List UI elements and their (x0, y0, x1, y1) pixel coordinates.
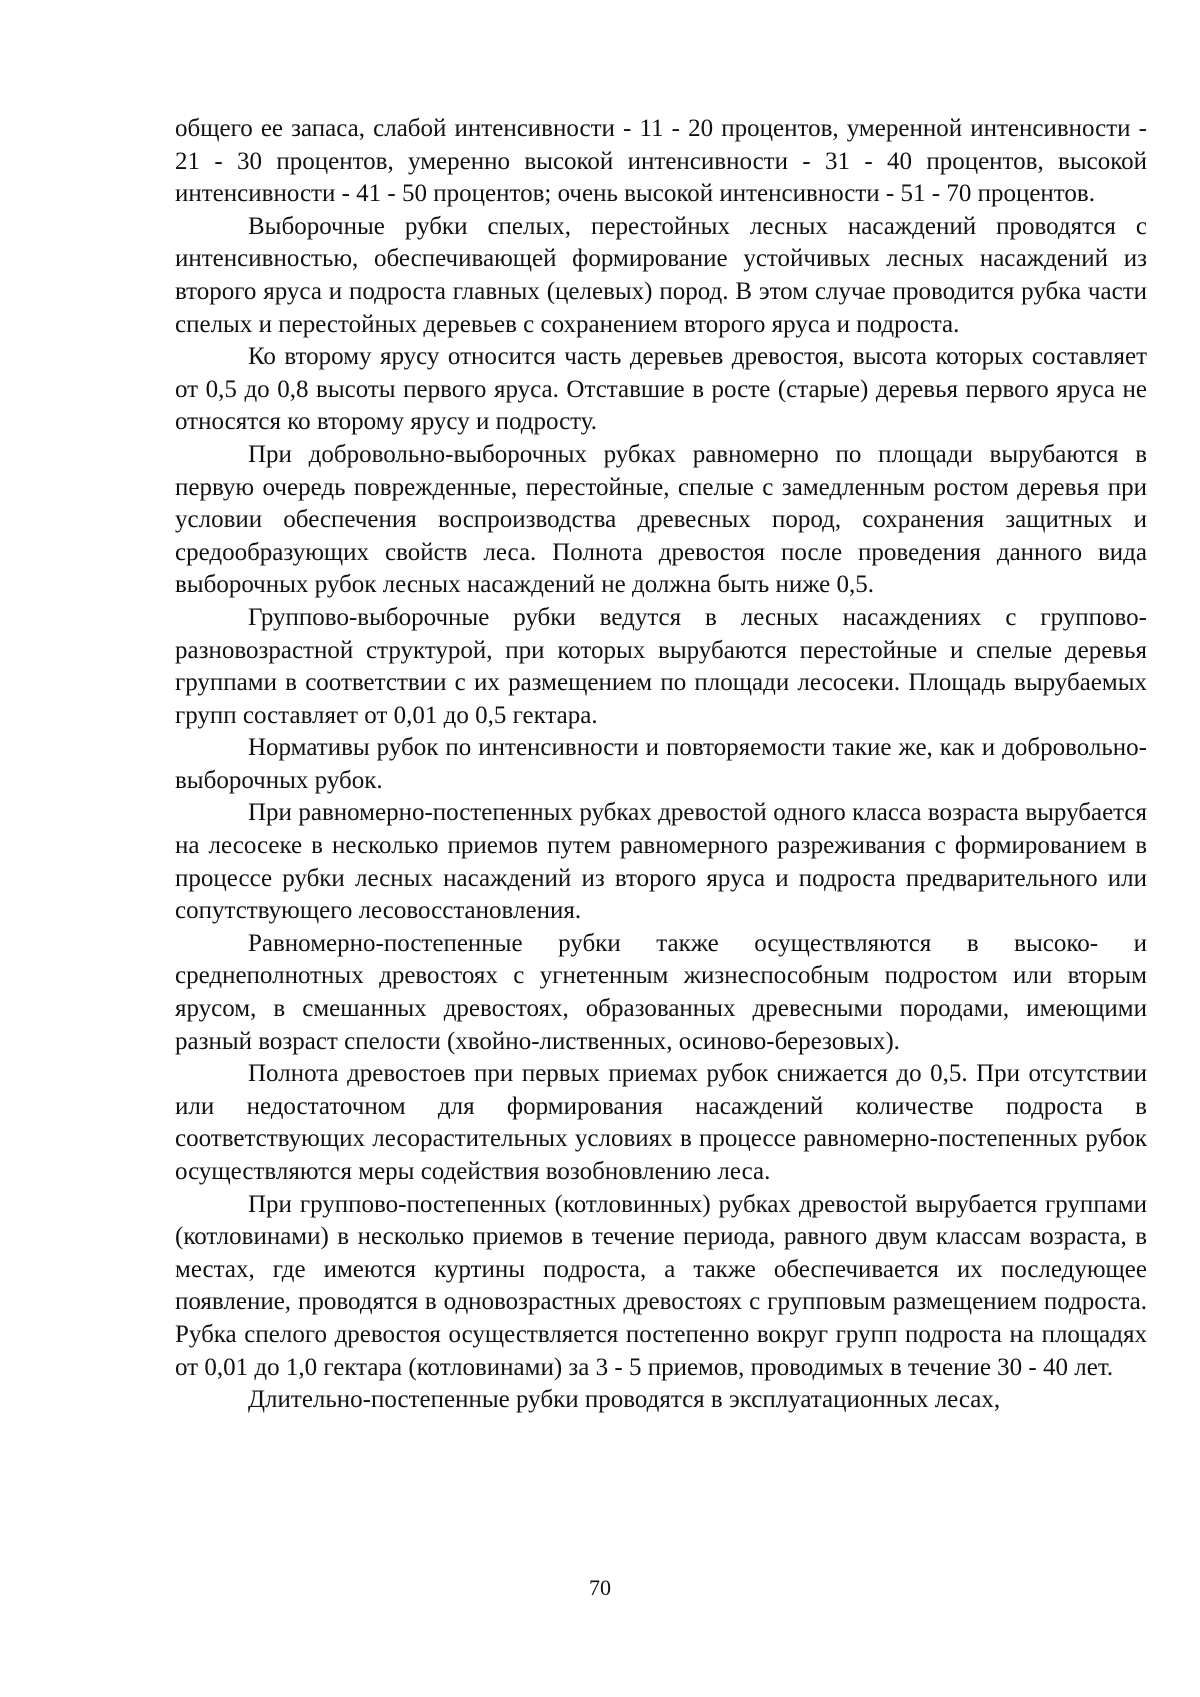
paragraph-continuation: общего ее запаса, слабой интенсивности - 11 - 20 процентов, умеренной интенсивности - 21 - 30 процентов, умеренно высокой интенсивности - 31 - 40 процентов, высокой интенсивности - 41 - 50 процентов; очень высокой интенсивности - 51 - 70 процентов. (175, 115, 1147, 208)
paragraph: Нормативы рубок по интенсивности и повторяемости такие же, как и добровольно-выборочных рубок. (175, 734, 1147, 794)
paragraph: Длительно-постепенные рубки проводятся в эксплуатационных лесах, (248, 1386, 1001, 1414)
body-text (175, 113, 1147, 1417)
paragraph: Ко второму ярусу относится часть деревьев древостоя, высота которых составляет от 0,5 до 0,8 высоты первого яруса. Отставшие в росте (старые) деревья первого яруса не относятся ко второму ярусу и подросту. (175, 343, 1147, 436)
paragraph: При добровольно-выборочных рубках равномерно по площади вырубаются в первую очередь поврежденные, перестойные, спелые с замедленным ростом деревья при условии обеспечения воспроизводства древесных пород, сохранения защитных и средообразующих свойств леса. Полнота древостоя после проведения данного вида выборочных рубок лесных насаждений не должна быть ниже 0,5. (175, 440, 1147, 599)
paragraph: Группово-выборочные рубки ведутся в лесных насаждениях с группово-разновозрастной структурой, при которых вырубаются перестойные и спелые деревья группами в соответствии с их размещением по площади лесосеки. Площадь вырубаемых групп составляет от 0,01 до 0,5 гектара. (175, 603, 1147, 729)
paragraph: Равномерно-постепенные рубки также осуществляются в высоко- и среднеполнотных древостоях с угнетенным жизнеспособным подростом или вторым ярусом, в смешанных древостоях, образованных древесными породами, имеющими разный возраст спелости (хвойно-лиственных, осиново-березовых). (175, 929, 1147, 1055)
paragraph: Выборочные рубки спелых, перестойных лесных насаждений проводятся с интенсивностью, обеспечивающей формирование устойчивых лесных насаждений из второго яруса и подроста главных (целевых) пород. В этом случае проводится рубка части спелых и перестойных деревьев с сохранением второго яруса и подроста. (175, 212, 1147, 338)
paragraph: Полнота древостоев при первых приемах рубок снижается до 0,5. При отсутствии или недостаточном для формирования насаждений количестве подроста в соответствующих лесорастительных условиях в процессе равномерно-постепенных рубок осуществляются меры содействия возобновлению леса. (175, 1060, 1147, 1185)
page-number: 70 (589, 1575, 611, 1600)
paragraph: При группово-постепенных (котловинных) рубках древостой вырубается группами (котловинами) в несколько приемов в течение периода, равного двум классам возраста, в местах, где имеются куртины подроста, а также обеспечивается их последующее появление, проводятся в одновозрастных древостоях с групповым размещением подроста. Рубка спелого древостоя осуществляется постепенно вокруг групп подроста на площадях от 0,01 до 1,0 гектара (котловинами) за 3 - 5 приемов, проводимых в течение 30 - 40 лет. (175, 1190, 1147, 1381)
paragraph: При равномерно-постепенных рубках древостой одного класса возраста вырубается на лесосеке в несколько приемов путем равномерного разреживания с формированием в процессе рубки лесных насаждений из второго яруса и подроста предварительного или сопутствующего лесовосстановления. (175, 799, 1147, 925)
